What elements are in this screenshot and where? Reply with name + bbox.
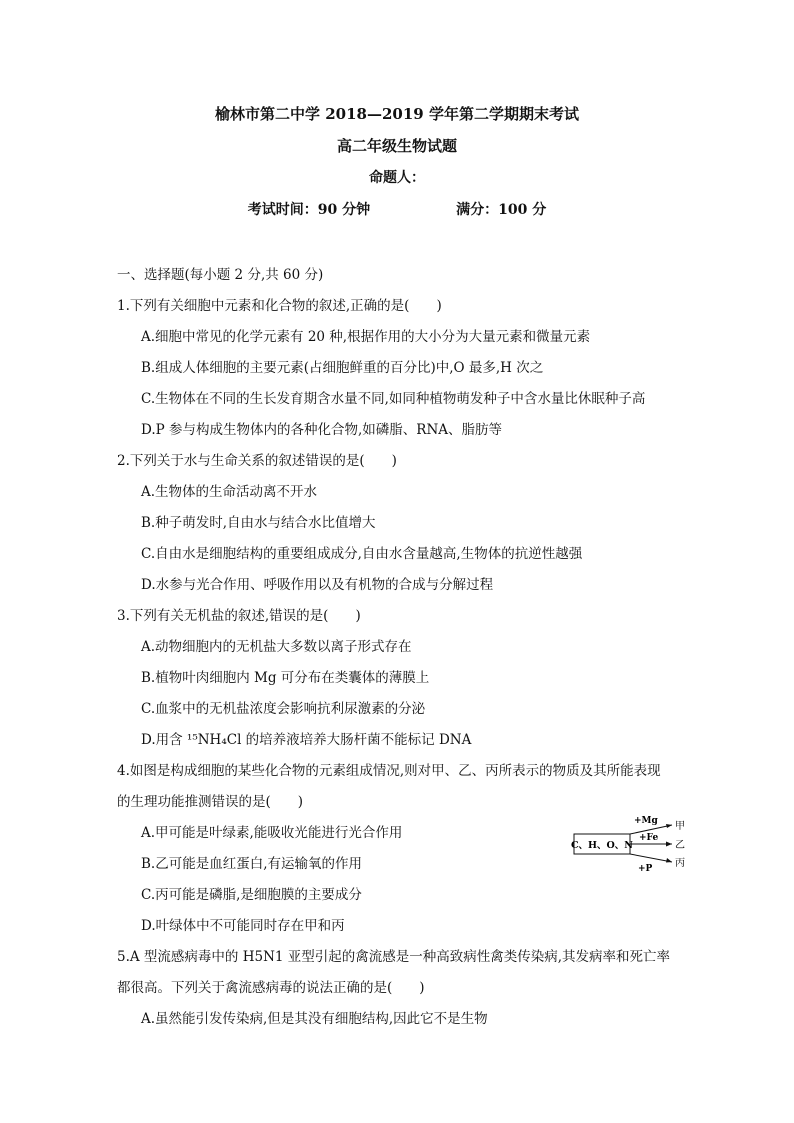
- exam-meta: [0, 199, 794, 219]
- question-5-stem-line-2: 都很高。下列关于禽流感病毒的说法正确的是( ): [117, 980, 425, 996]
- branch-label-fe: +Fe: [639, 833, 659, 843]
- element-composition-diagram: [568, 810, 698, 872]
- question-3-option-d: D.用含 ¹⁵NH₄Cl 的培养液培养大肠杆菌不能标记 DNA: [141, 732, 472, 748]
- branch-label-mg: +Mg: [634, 816, 658, 826]
- question-2-stem: 2.下列关于水与生命关系的叙述错误的是( ): [117, 453, 397, 469]
- question-4-stem-line-1: 4.如图是构成细胞的某些化合物的元素组成情况,则对甲、乙、丙所表示的物质及其所能表现: [117, 763, 661, 779]
- arrowhead-p: [666, 858, 672, 863]
- element-box-label: C、H、O、N: [571, 840, 633, 851]
- question-1-option-c: C.生物体在不同的生长发育期含水量不同,如同种植物萌发种子中含水量比休眠种子高: [141, 391, 646, 407]
- question-4-option-c: C.丙可能是磷脂,是细胞膜的主要成分: [141, 887, 362, 903]
- arrowhead-fe: [666, 842, 672, 847]
- branch-product-jia: 甲: [675, 821, 685, 832]
- question-3-option-c: C.血浆中的无机盐浓度会影响抗利尿激素的分泌: [141, 701, 426, 717]
- question-1-option-d: D.P 参与构成生物体内的各种化合物,如磷脂、RNA、脂肪等: [141, 422, 503, 438]
- question-4-option-b: B.乙可能是血红蛋白,有运输氧的作用: [141, 856, 363, 872]
- question-4-option-d: D.叶绿体中不可能同时存在甲和丙: [141, 918, 345, 934]
- question-2-option-a: A.生物体的生命活动离不开水: [141, 484, 318, 500]
- branch-arrow-p: [630, 854, 672, 862]
- question-2-option-d: D.水参与光合作用、呼吸作用以及有机物的合成与分解过程: [141, 577, 494, 593]
- exam-subtitle: 高二年级生物试题: [336, 137, 457, 155]
- question-1-stem: 1.下列有关细胞中元素和化合物的叙述,正确的是( ): [117, 298, 442, 314]
- question-2-option-b: B.种子萌发时,自由水与结合水比值增大: [141, 515, 376, 531]
- question-5-option-a: A.虽然能引发传染病,但是其没有细胞结构,因此它不是生物: [141, 1011, 488, 1027]
- exam-time: 考试时间：90 分钟: [247, 202, 371, 218]
- section-heading: 一、选择题(每小题 2 分,共 60 分): [117, 267, 324, 283]
- author-label: 命题人：: [369, 170, 425, 186]
- exam-title: 榆林市第二中学 2018—2019 学年第二学期期末考试: [215, 105, 579, 123]
- question-2-option-c: C.自由水是细胞结构的重要组成成分,自由水含量越高,生物体的抗逆性越强: [141, 546, 583, 562]
- full-score: 满分：100 分: [456, 202, 547, 218]
- branch-product-bing: 丙: [675, 858, 685, 869]
- question-4-option-a: A.甲可能是叶绿素,能吸收光能进行光合作用: [141, 825, 403, 841]
- question-1-option-b: B.组成人体细胞的主要元素(占细胞鲜重的百分比)中,O 最多,H 次之: [141, 360, 544, 376]
- question-1-option-a: A.细胞中常见的化学元素有 20 种,根据作用的大小分为大量元素和微量元素: [141, 329, 591, 345]
- branch-label-p: +P: [638, 864, 653, 872]
- question-3-option-b: B.植物叶肉细胞内 Mg 可分布在类囊体的薄膜上: [141, 670, 430, 686]
- question-3-stem: 3.下列有关无机盐的叙述,错误的是( ): [117, 608, 361, 624]
- question-5-stem-line-1: 5.A 型流感病毒中的 H5N1 亚型引起的禽流感是一种高致病性禽类传染病,其发病率和死亡率: [117, 949, 671, 965]
- arrowhead-mg: [666, 824, 672, 828]
- question-3-option-a: A.动物细胞内的无机盐大多数以离子形式存在: [141, 639, 412, 655]
- branch-product-yi: 乙: [675, 840, 685, 851]
- question-4-stem-line-2: 的生理功能推测错误的是( ): [117, 794, 304, 810]
